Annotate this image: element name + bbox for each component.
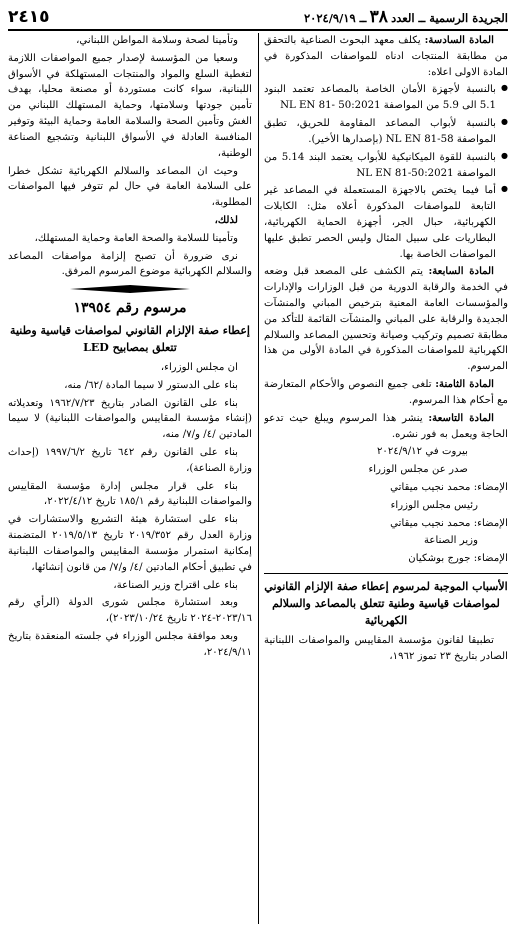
preamble-item: بناء على القانون رقم ٦٤٢ تاريخ ١٩٩٧/٦/٢ (إحداث وزارة الصناعة)، bbox=[8, 447, 252, 474]
place-date: بيروت في ٢٠٢٤/٩/١٢ bbox=[376, 446, 468, 458]
article-6-title: المادة السادسة: bbox=[424, 34, 494, 46]
reasons-title: الأسباب الموجبة لمرسوم إعطاء صفة الإلزام القانوني لمواصفات قياسية وطنية تتعلق بالمصاعد والسلالم الكهربائية bbox=[264, 580, 508, 628]
paragraph: وسعيا من المؤسسة لإصدار جميع المواصفات اللازمة لتغطية السلع والمواد والمنتجات المستهلكة في الأسواق اللبنانية، سواء كانت مستوردة أو مصنعة محليا، بهدف تأمين جودتها وسلامتها، وحماية المستهلك اللبناني من الغش وتأمين الصحة والسلامة العامة وحماية البيئة وتوفير المنافسة العادلة في الأسواق اللبنانية وتشجيع الصناعة الوطنية، bbox=[8, 52, 252, 159]
article-6-text: يكلف معهد البحوث الصناعية بالتحقق من مطابقة المنتجات ادناه للمواصفات المذكورة في المادة الاولى اعلاه: bbox=[264, 35, 508, 78]
preamble-item: بناء على استشارة هيئة التشريع والاستشارات في وزارة العدل رقم ٢٠١٩/٣٥٢ تاريخ ٢٠١٩/٥/١٣ المتضمنة إمكانية استمرار مؤسسة المقاييس والمواصفات اللبنانية في تطبيق أحكام المادتين /٤/ و/٧/ من قانون إنشائها، bbox=[8, 514, 252, 573]
signature-2: الإمضاء: محمد نجيب ميقاتي bbox=[390, 517, 508, 529]
preamble-item: بناء على قرار مجلس إدارة مؤسسة المقاييس والمواصفات اللبنانية رقم ١٨٥/١ تاريخ ٢٠٢٢/٤/١٢، bbox=[8, 480, 252, 508]
role-prime-minister: رئيس مجلس الوزراء bbox=[390, 499, 478, 511]
decree-title: إعطاء صفة الإلزام القانوني لمواصفات قياسية وطنية تتعلق بمصابيح LED bbox=[10, 323, 250, 354]
ornament-divider bbox=[8, 284, 252, 294]
section-divider bbox=[264, 573, 508, 574]
preamble-item: وبعد استشارة مجلس شورى الدولة (الرأي رقم ٢٠٢٣/١٦-٢٠٢٤ تاريخ ٢٠٢٣/١٠/٢٤)، bbox=[8, 597, 252, 625]
article-9-text: ينشر هذا المرسوم ويبلغ حيث تدعو الحاجة ويعمل به فور نشره. bbox=[264, 412, 508, 440]
paragraph: وحيث ان المصاعد والسلالم الكهربائية تشكل خطرا على السلامة العامة في حال لم تتوفر فيها المواصفات المطلوبة، bbox=[8, 165, 252, 209]
left-column bbox=[8, 33, 252, 928]
column-separator bbox=[258, 33, 259, 924]
article-8 bbox=[264, 377, 508, 409]
preamble-item: بناء على الدستور لا سيما المادة /٦٢/ منه، bbox=[64, 379, 238, 391]
preamble-item: وبعد موافقة مجلس الوزراء في جلسته المنعقدة بتاريخ ٢٠٢٤/٩/١١، bbox=[8, 630, 252, 658]
ornament-icon bbox=[70, 284, 190, 294]
page-header bbox=[8, 6, 508, 28]
paragraph: وتأمينا للسلامة والصحة العامة وحماية المستهلك، bbox=[34, 232, 238, 244]
article-9 bbox=[264, 411, 508, 443]
article-7-text: يتم الكشف على المصعد قبل وضعه في الخدمة والرقابة الدورية من قبل الوزارات والإدارات والمؤسسات العامة المعنية بترخيص المباني والمنشآت الجديدة والرقابة على المباني والمنشآت القائمة للتأكد من مطابقة تصميم وتركيب وصيانة وتحسين المصاعد والسلالم الكهربائية للمواصفات المذكورة في المادة الأولى من هذا المرسوم. bbox=[264, 266, 508, 373]
decree-number: مرسوم رقم ١٣٩٥٤ bbox=[73, 300, 187, 317]
article-8-text: تلغى جميع النصوص والأحكام المتعارضة مع أحكام هذا المرسوم. bbox=[264, 379, 508, 406]
page-number: ٢٤١٥ bbox=[8, 6, 50, 27]
issue-date: ــ ٢٠٢٤/٩/١٩ bbox=[303, 10, 367, 25]
article-9-title: المادة التاسعة: bbox=[428, 411, 494, 424]
therefore-heading: لذلك، bbox=[214, 213, 238, 226]
issue-number: ٣٨ bbox=[369, 6, 388, 27]
article-7-title: المادة السابعة: bbox=[428, 265, 494, 278]
article-8-title: المادة الثامنة: bbox=[435, 378, 494, 391]
article-6-list bbox=[264, 82, 508, 262]
list-item: ● بالنسبة لأبواب المصاعد المقاومة للحريق، تطبق المواصفة NL EN 81-58 (بإصدارها الأخير). bbox=[264, 116, 508, 148]
header-rule bbox=[8, 29, 508, 31]
right-column bbox=[264, 33, 508, 928]
reasons-text: تطبيقا لقانون مؤسسة المقاييس والمواصفات اللبنانية الصادر بتاريخ ٢٣ تموز ١٩٦٢، bbox=[264, 635, 508, 662]
gazette-title: الجريدة الرسمية ــ العدد bbox=[391, 10, 508, 25]
issued-by: صدر عن مجلس الوزراء bbox=[368, 464, 468, 476]
list-item: ● أما فيما يختص بالاجهزة المستعملة في المصاعد غير التابعة للمواصفات المذكورة أعلاه مثل: الكابلات الكهربائية، حبال الجر، أجهزة الحماية الكهربائية، البطاريات على سبيل المثال وليس الحصر تطبق عليها المواصفات الخاصة بها. bbox=[264, 183, 508, 262]
list-item: ● بالنسبة لأجهزة الأمان الخاصة بالمصاعد تعتمد البنود 5.1 الى 5.9 من المواصفة NL EN 81- 50:2021 bbox=[264, 82, 508, 114]
signature-1: الإمضاء: محمد نجيب ميقاتي bbox=[390, 481, 508, 493]
article-6 bbox=[264, 33, 508, 80]
paragraph: وتأمينا لصحة وسلامة المواطن اللبناني، bbox=[76, 35, 238, 46]
list-item: ● بالنسبة للقوة الميكانيكية للأبواب يعتمد البند 5.14 من المواصفة NL EN 81-50:2021 bbox=[264, 150, 508, 182]
paragraph: نرى ضرورة أن تصبح إلزامة مواصفات المصاعد والسلالم الكهربائية موضوع المرسوم المرفق. bbox=[8, 250, 252, 278]
role-industry-minister: وزير الصناعة bbox=[423, 535, 478, 547]
preamble-item: بناء على القانون الصادر بتاريخ ١٩٦٢/٧/٢٣ وتعديلاته (إنشاء مؤسسة المقاييس والمواصفات اللبنانية) لا سيما المادتين /٤/ و/٧/ منه، bbox=[8, 397, 252, 441]
council-intro: ان مجلس الوزراء، bbox=[160, 361, 238, 373]
article-7 bbox=[264, 264, 508, 375]
header-title-group bbox=[304, 4, 508, 30]
signature-3: الإمضاء: جورج بوشكيان bbox=[408, 553, 508, 565]
preamble-item: بناء على اقتراح وزير الصناعة، bbox=[113, 579, 238, 591]
